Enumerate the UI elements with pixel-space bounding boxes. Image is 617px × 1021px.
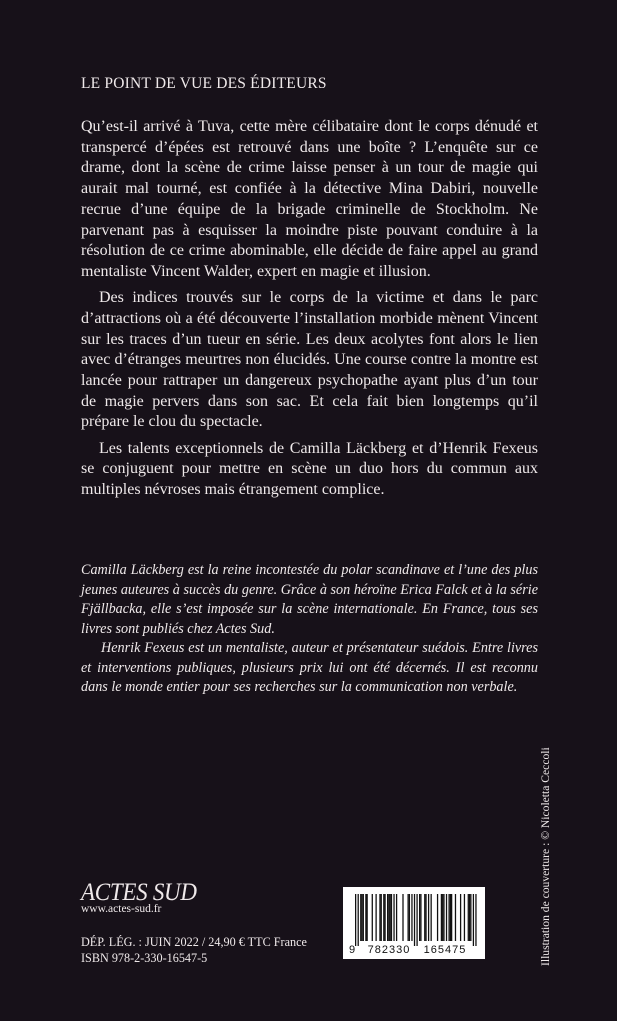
publisher-url: www.actes-sud.fr: [81, 903, 162, 915]
barcode-bar: [428, 894, 429, 941]
barcode-bar: [390, 894, 391, 941]
author-bio-lackberg: Camilla Läckberg est la reine incontestée du polar scandinave et l’une des plus jeunes auteures à succès du genre. Grâce à son héroïne Erica Falck et à la série Fjällbacka, elle s’est imposée sur la scène internationale. En France, tous ses livres sont publiés chez Actes Sud.: [81, 562, 538, 637]
barcode-bar: [396, 894, 397, 941]
barcode-bar: [473, 894, 474, 946]
barcode-bar: [375, 894, 376, 941]
legal-deposit: DÉP. LÉG. : JUIN 2022 / 24,90 € TTC France: [81, 935, 307, 949]
barcode-bar: [419, 894, 420, 941]
barcode-bar: [425, 894, 426, 941]
barcode-bar: [437, 894, 438, 941]
barcode-bar: [402, 894, 403, 941]
barcode-bar: [450, 894, 451, 941]
barcode-left-digits: 782330: [367, 944, 411, 956]
barcode-bar: [358, 894, 359, 946]
barcode-bar: [455, 894, 456, 941]
barcode-bar: [424, 894, 425, 941]
legal-info: [81, 934, 307, 966]
barcode-bar: [367, 894, 368, 941]
barcode-bar: [407, 894, 408, 941]
barcode: [343, 887, 485, 959]
synopsis-paragraph: Qu’est-il arrivé à Tuva, cette mère célibataire dont le corps dénudé et transpercé d’épées est retrouvé dans une boîte ? L’enquête sur ce drame, dont la scène de crime laisse penser à un tour de magie qui aurait mal tourné, est confiée à la détective Mina Dabiri, nouvelle recrue d’une équipe de la brigade criminelle de Stockholm. Ne parvenant pas à esquisser la moindre piste pouvant conduire à la résolution de ce crime abominable, elle décide de faire appel au grand mentaliste Vincent Walder, expert en magie et illusion.: [81, 118, 538, 280]
barcode-bar: [460, 894, 461, 941]
barcode-first-digit: 9: [349, 944, 356, 956]
barcode-bar: [388, 894, 389, 941]
section-heading: LE POINT DE VUE DES ÉDITEURS: [81, 75, 327, 92]
barcode-bar: [420, 894, 421, 941]
barcode-bar: [446, 894, 447, 941]
barcode-bar: [411, 894, 412, 941]
barcode-bar: [383, 894, 384, 941]
barcode-bar: [469, 894, 470, 941]
barcode-bar: [409, 894, 410, 941]
barcode-bar: [431, 894, 432, 941]
barcode-bar: [372, 894, 373, 941]
barcode-bar: [379, 894, 380, 941]
barcode-bar: [360, 894, 361, 941]
synopsis: [81, 117, 538, 506]
barcode-bar: [468, 894, 469, 941]
barcode-bar: [443, 894, 444, 941]
barcode-bar: [381, 894, 382, 941]
barcode-bar: [391, 894, 392, 941]
barcode-right-digits: 165475: [423, 944, 467, 956]
isbn: ISBN 978-2-330-16547-5: [81, 951, 208, 965]
barcode-bar: [355, 894, 356, 946]
barcode-bar: [441, 894, 442, 941]
author-bio-fexeus: Henrik Fexeus est un mentaliste, auteur et présentateur suédois. Entre livres et interventions publiques, plusieurs prix lui ont été décernés. Il est reconnu dans le monde entier pour ses recherches sur la communication non verbale.: [81, 640, 538, 695]
barcode-bar: [384, 894, 385, 941]
barcode-bar: [363, 894, 364, 941]
barcode-bar: [414, 894, 415, 946]
author-bios: [81, 561, 538, 698]
barcode-bar: [448, 894, 449, 941]
barcode-bar: [442, 894, 443, 941]
barcode-bar: [464, 894, 465, 941]
barcode-bar: [475, 894, 476, 946]
barcode-bar: [387, 894, 388, 941]
barcode-bar: [451, 894, 452, 941]
cover-credit: Illustration de couverture : © Nicoletta Ceccoli: [539, 747, 552, 966]
barcode-bar: [393, 894, 394, 941]
synopsis-paragraph: Les talents exceptionnels de Camilla Läckberg et d’Henrik Fexeus se conjuguent pour mettre en scène un duo hors du commun aux multiples névroses mais étrangement complice.: [81, 439, 538, 498]
synopsis-paragraph: Des indices trouvés sur le corps de la victime et dans le parc d’attractions où a été découverte l’installation morbide mènent Vincent sur les traces d’un tueur en série. Les deux acolytes font alors le lien avec d’étranges meurtres non élucidés. Une course contre la montre est lancée pour rattraper un dangereux psychopathe ayant plus d’un tour de magie pervers dans son sac. Et cela fait bien longtemps qu’il prépare le clou du spectacle.: [81, 289, 538, 431]
barcode-bar: [361, 894, 362, 941]
barcode-bar: [470, 894, 471, 941]
publisher-logo: ACTES SUD: [81, 879, 197, 906]
barcode-bar: [365, 894, 366, 941]
barcode-graphic: [343, 887, 485, 959]
barcode-bar: [416, 894, 417, 946]
